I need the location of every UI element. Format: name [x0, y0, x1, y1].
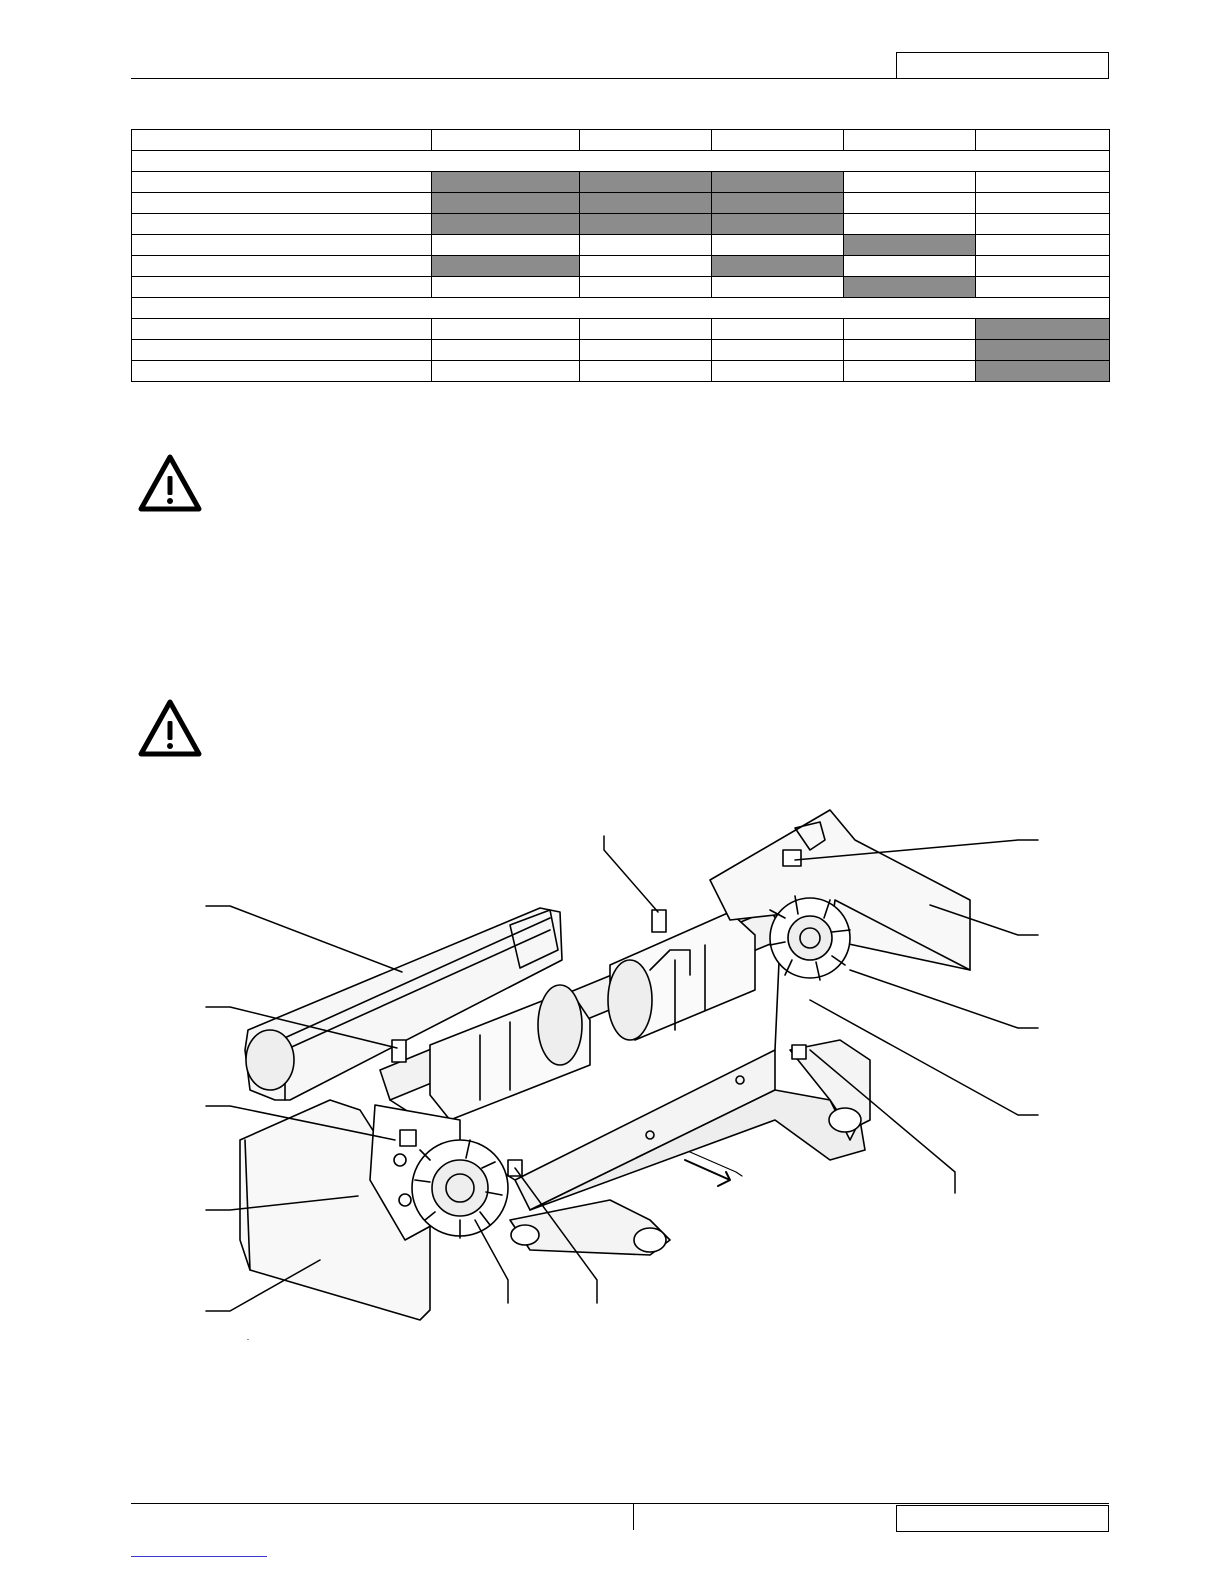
- table-cell: [132, 361, 432, 382]
- header-box: [896, 52, 1109, 79]
- table-cell: [844, 319, 976, 340]
- table-row: [132, 277, 1110, 298]
- table-cell: [844, 256, 976, 277]
- table-cell: [976, 256, 1110, 277]
- table-cell-marked: [580, 193, 712, 214]
- table-cell-marked: [580, 172, 712, 193]
- table-row: [132, 193, 1110, 214]
- table-cell: [712, 319, 844, 340]
- table-cell: [432, 361, 580, 382]
- footer-rule: [131, 1503, 1109, 1504]
- table-cell: [132, 193, 432, 214]
- table-cell: [976, 193, 1110, 214]
- table-cell-marked: [844, 235, 976, 256]
- table-cell: [580, 277, 712, 298]
- table-cell: [844, 172, 976, 193]
- left-brush-gear: [412, 1140, 508, 1238]
- table-row: [132, 361, 1110, 382]
- warning-block-1: [137, 452, 203, 514]
- table-cell-marked: [976, 340, 1110, 361]
- right-brush-gear: [770, 896, 850, 980]
- maintenance-table: [131, 129, 1110, 382]
- table-header-cell: [580, 130, 712, 151]
- footer-divider: [633, 1503, 634, 1530]
- direction-arrow: [685, 1152, 742, 1186]
- table-header-cell: [844, 130, 976, 151]
- table-cell: [580, 235, 712, 256]
- table-cell: [976, 172, 1110, 193]
- table-cell: [432, 277, 580, 298]
- table-cell-marked: [580, 214, 712, 235]
- table-header-cell: [132, 130, 432, 151]
- warning-triangle-icon: [137, 697, 203, 759]
- table-cell: [844, 361, 976, 382]
- table-cell: [580, 361, 712, 382]
- table-cell: [432, 319, 580, 340]
- table-cell: [580, 256, 712, 277]
- table-cell: [132, 172, 432, 193]
- table-row: [132, 172, 1110, 193]
- table-cell: [976, 214, 1110, 235]
- table-cell-marked: [712, 214, 844, 235]
- table-row: [132, 235, 1110, 256]
- table-cell: [132, 214, 432, 235]
- table-cell: [132, 277, 432, 298]
- table-cell: [976, 235, 1110, 256]
- table-cell-marked: [712, 172, 844, 193]
- brush-motor-right: [608, 912, 755, 1040]
- table-cell-marked: [976, 361, 1110, 382]
- table-cell: [580, 340, 712, 361]
- table-cell-marked: [432, 172, 580, 193]
- table-cell: [712, 361, 844, 382]
- table-header-cell: [976, 130, 1110, 151]
- brush-deck-assembly-illustration: [130, 800, 1050, 1340]
- table-cell: [132, 340, 432, 361]
- table-section-row: [132, 298, 1110, 319]
- footer-box: [896, 1505, 1109, 1532]
- table-section-label: [132, 151, 1110, 172]
- table-cell: [132, 256, 432, 277]
- table-cell-marked: [976, 319, 1110, 340]
- table-header-cell: [432, 130, 580, 151]
- table-cell: [432, 235, 580, 256]
- table-cell: [132, 319, 432, 340]
- table-cell: [844, 340, 976, 361]
- table-row: [132, 214, 1110, 235]
- table-cell: [712, 235, 844, 256]
- table-section-row: [132, 151, 1110, 172]
- table-cell: [132, 235, 432, 256]
- table-cell-marked: [432, 193, 580, 214]
- table-section-label: [132, 298, 1110, 319]
- warning-block-2: [137, 697, 203, 759]
- table-row: [132, 319, 1110, 340]
- table-row: [132, 340, 1110, 361]
- table-cell: [844, 214, 976, 235]
- table-cell-marked: [432, 256, 580, 277]
- table-cell: [712, 340, 844, 361]
- table-cell-marked: [844, 277, 976, 298]
- table-cell: [580, 319, 712, 340]
- table-row: [132, 256, 1110, 277]
- table-header-cell: [712, 130, 844, 151]
- table-cell: [712, 277, 844, 298]
- table-cell-marked: [712, 193, 844, 214]
- footer-link-underline[interactable]: [131, 1556, 267, 1557]
- table-cell: [432, 340, 580, 361]
- maintenance-table-body: [132, 130, 1110, 382]
- warning-triangle-icon: [137, 452, 203, 514]
- table-cell-marked: [712, 256, 844, 277]
- table-cell-marked: [432, 214, 580, 235]
- table-cell: [976, 277, 1110, 298]
- table-cell: [844, 193, 976, 214]
- table-header-row: [132, 130, 1110, 151]
